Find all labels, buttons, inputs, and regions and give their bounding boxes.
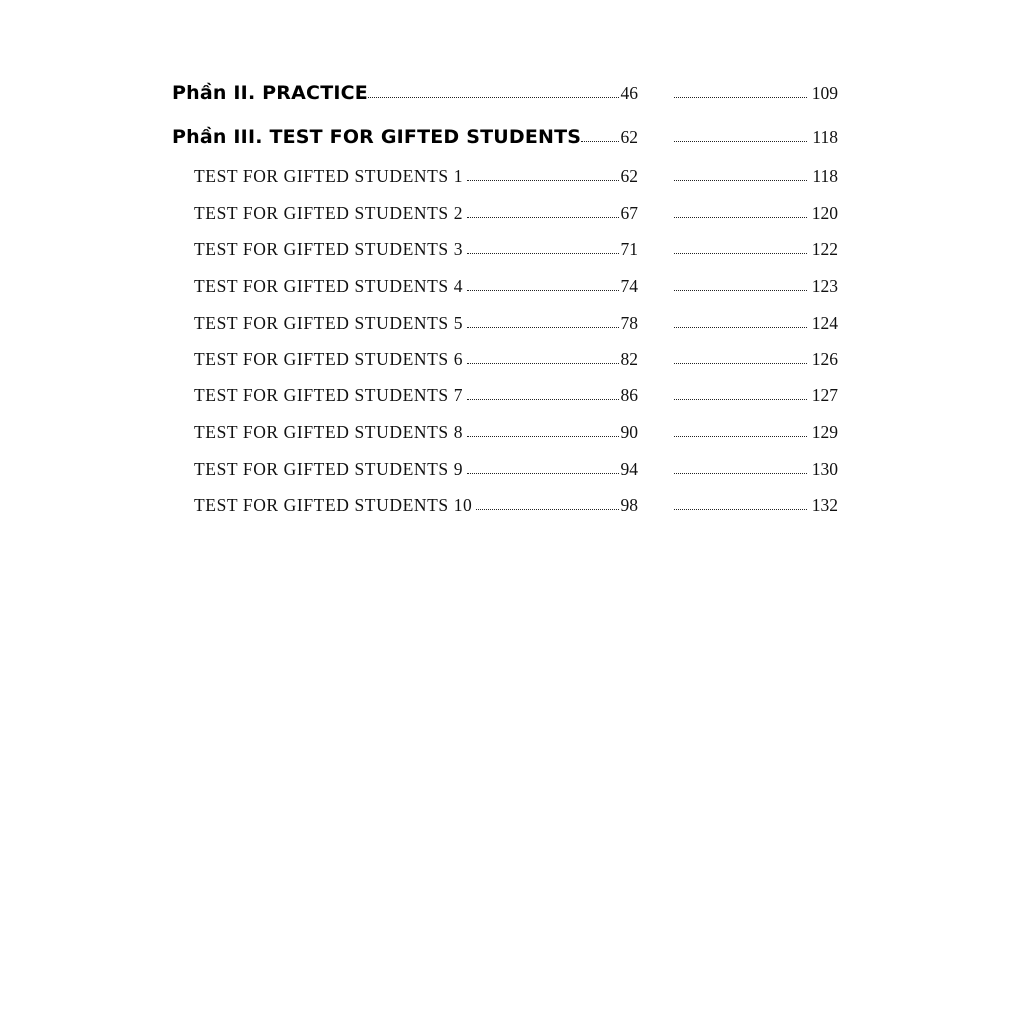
- toc-test-entry: [0, 304, 1024, 334]
- toc-test-entry: [0, 486, 1024, 516]
- dot-leader: [674, 253, 807, 254]
- test-title: TEST FOR GIFTED STUDENTS 8: [194, 422, 464, 442]
- section-title: Phần III. TEST FOR GIFTED STUDENTS: [172, 126, 582, 148]
- dot-leader: [674, 97, 807, 98]
- dot-leader: [467, 436, 618, 437]
- dot-leader: [674, 473, 807, 474]
- toc-test-entry: [0, 194, 1024, 224]
- toc-entry-answer: [674, 194, 838, 224]
- toc-entry-answer: [674, 413, 838, 443]
- answer-page-number: 130: [811, 459, 838, 479]
- toc-test-entry: [0, 230, 1024, 260]
- toc-entry-answer: [674, 118, 838, 148]
- toc-entry-answer: [674, 74, 838, 104]
- answer-page-number: 126: [811, 349, 838, 369]
- toc-entry-main: [194, 194, 638, 224]
- page-number: 82: [620, 349, 638, 369]
- page-number: 94: [620, 459, 638, 479]
- answer-page-number: 118: [812, 166, 838, 186]
- dot-leader: [467, 253, 618, 254]
- page-number: 62: [620, 166, 638, 186]
- answer-page-number: 124: [811, 313, 838, 333]
- dot-leader: [467, 217, 618, 218]
- dot-leader: [674, 363, 807, 364]
- page-number: 98: [620, 495, 638, 515]
- toc-entry-answer: [674, 267, 838, 297]
- page-number: 62: [620, 127, 638, 147]
- toc-entry-main: [194, 450, 638, 480]
- test-title: TEST FOR GIFTED STUDENTS 10: [194, 495, 473, 515]
- toc-entry-answer: [674, 486, 838, 516]
- toc-entry-main: [194, 376, 638, 406]
- toc-entry-main: [172, 74, 638, 104]
- dot-leader: [674, 290, 807, 291]
- dot-leader: [467, 473, 618, 474]
- toc-test-entry: [0, 376, 1024, 406]
- toc-entry-answer: [674, 304, 838, 334]
- toc-entry-answer: [674, 230, 838, 260]
- dot-leader: [674, 141, 807, 142]
- page-number: 46: [620, 83, 638, 103]
- toc-entry-main: [194, 340, 638, 370]
- dot-leader: [581, 141, 618, 142]
- toc-entry-answer: [674, 340, 838, 370]
- toc-entry-answer: [674, 450, 838, 480]
- test-title: TEST FOR GIFTED STUDENTS 2: [194, 203, 464, 223]
- toc-entry-main: [194, 230, 638, 260]
- dot-leader: [674, 217, 807, 218]
- test-title: TEST FOR GIFTED STUDENTS 7: [194, 385, 464, 405]
- answer-page-number: 129: [811, 422, 838, 442]
- toc-section-gifted-tests: [0, 118, 1024, 148]
- page-number: 78: [620, 313, 638, 333]
- section-title: Phần II. PRACTICE: [172, 82, 368, 104]
- page-number: 90: [620, 422, 638, 442]
- dot-leader: [467, 180, 618, 181]
- dot-leader: [467, 399, 618, 400]
- dot-leader: [674, 509, 807, 510]
- toc-section-practice: [0, 74, 1024, 104]
- dot-leader: [476, 509, 618, 510]
- toc-test-entry: [0, 450, 1024, 480]
- page-number: 74: [620, 276, 638, 296]
- dot-leader: [674, 436, 807, 437]
- toc-entry-main: [194, 304, 638, 334]
- dot-leader: [368, 97, 619, 98]
- toc-entry-main: [172, 118, 638, 148]
- dot-leader: [674, 399, 807, 400]
- test-title: TEST FOR GIFTED STUDENTS 5: [194, 313, 464, 333]
- toc-test-entry: [0, 267, 1024, 297]
- toc-entry-main: [194, 486, 638, 516]
- toc-entry-answer: [674, 157, 838, 187]
- answer-page-number: 122: [811, 239, 838, 259]
- toc-entry-answer: [674, 376, 838, 406]
- toc-test-entry: [0, 413, 1024, 443]
- test-title: TEST FOR GIFTED STUDENTS 3: [194, 239, 464, 259]
- toc-entry-main: [194, 413, 638, 443]
- dot-leader: [467, 290, 618, 291]
- answer-page-number: 109: [811, 83, 838, 103]
- test-title: TEST FOR GIFTED STUDENTS 6: [194, 349, 464, 369]
- answer-page-number: 132: [811, 495, 838, 515]
- dot-leader: [467, 363, 618, 364]
- toc-entry-main: [194, 267, 638, 297]
- dot-leader: [467, 327, 618, 328]
- test-title: TEST FOR GIFTED STUDENTS 4: [194, 276, 464, 296]
- dot-leader: [674, 180, 807, 181]
- answer-page-number: 123: [811, 276, 838, 296]
- answer-page-number: 127: [811, 385, 838, 405]
- answer-page-number: 118: [812, 127, 838, 147]
- toc-test-entry: [0, 340, 1024, 370]
- page-number: 71: [620, 239, 638, 259]
- dot-leader: [674, 327, 807, 328]
- answer-page-number: 120: [811, 203, 838, 223]
- test-title: TEST FOR GIFTED STUDENTS 1: [194, 166, 464, 186]
- toc-entry-main: [194, 157, 638, 187]
- toc-test-entry: [0, 157, 1024, 187]
- page-number: 67: [620, 203, 638, 223]
- test-title: TEST FOR GIFTED STUDENTS 9: [194, 459, 464, 479]
- page-number: 86: [620, 385, 638, 405]
